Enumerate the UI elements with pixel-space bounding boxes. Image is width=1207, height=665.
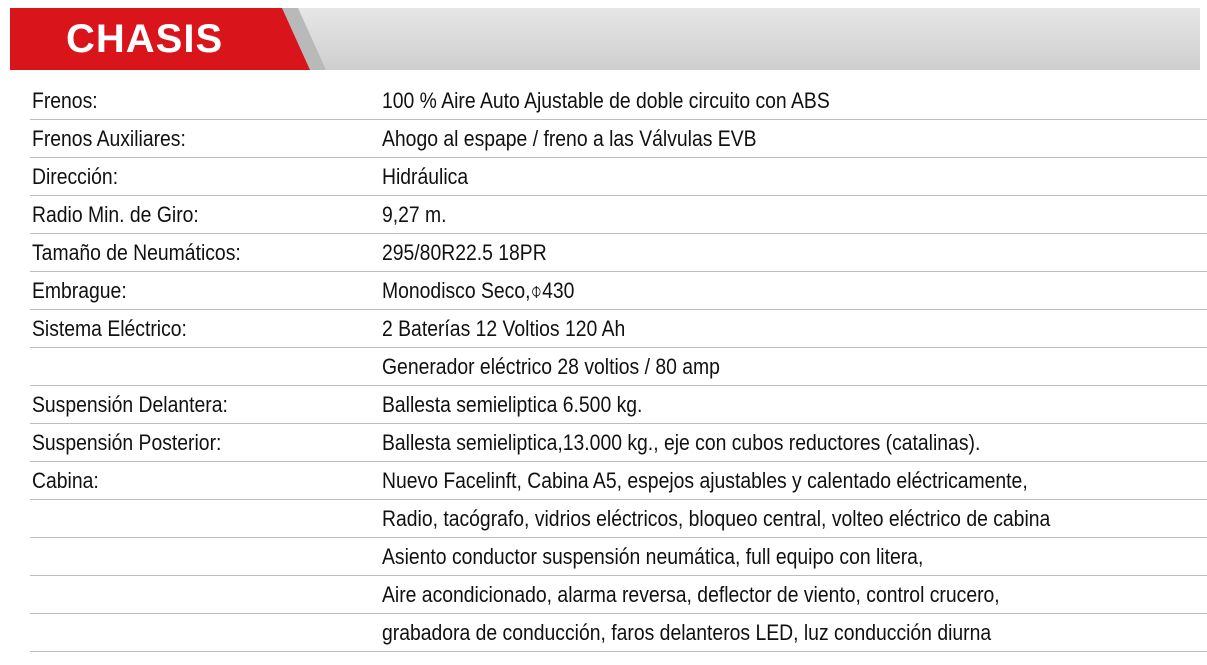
- row-value: Ballesta semieliptica,13.000 kg., eje con cubos reductores (catalinas).: [382, 430, 981, 455]
- section-header: [10, 8, 1200, 70]
- row-value: 9,27 m.: [382, 202, 447, 227]
- row-value: 295/80R22.5 18PR: [382, 240, 547, 265]
- table-row: [30, 272, 1207, 310]
- row-value: Aire acondicionado, alarma reversa, deflector de viento, control crucero,: [382, 582, 1000, 607]
- row-value: Nuevo Facelinft, Cabina A5, espejos ajustables y calentado eléctricamente,: [382, 468, 1028, 493]
- table-row: [30, 386, 1207, 424]
- table-row: [30, 234, 1207, 272]
- row-value: Radio, tacógrafo, vidrios eléctricos, bloqueo central, volteo eléctrico de cabina: [382, 506, 1051, 531]
- row-label: Suspensión Posterior:: [32, 430, 222, 455]
- row-label: Tamaño de Neumáticos:: [32, 240, 241, 265]
- row-value: 100 % Aire Auto Ajustable de doble circuito con ABS: [382, 88, 830, 113]
- table-row: [30, 500, 1207, 538]
- row-label: Embrague:: [32, 278, 127, 303]
- table-row: [30, 310, 1207, 348]
- row-label: Suspensión Delantera:: [32, 392, 228, 417]
- table-row: [30, 348, 1207, 386]
- row-value: Monodisco Seco,⌽430: [382, 278, 575, 303]
- table-row: [30, 576, 1207, 614]
- table-row: [30, 424, 1207, 462]
- row-label: Dirección:: [32, 164, 119, 189]
- table-row: [30, 538, 1207, 576]
- spec-table: [30, 82, 1207, 652]
- row-value: Generador eléctrico 28 voltios / 80 amp: [382, 354, 720, 379]
- row-value: Ballesta semieliptica 6.500 kg.: [382, 392, 643, 417]
- row-value: 2 Baterías 12 Voltios 120 Ah: [382, 316, 626, 341]
- row-label: Frenos:: [32, 88, 98, 113]
- table-row: [30, 120, 1207, 158]
- row-label: Sistema Eléctrico:: [32, 316, 187, 341]
- section-title: CHASIS: [66, 17, 224, 61]
- row-value: grabadora de conducción, faros delanteros LED, luz conducción diurna: [382, 620, 992, 645]
- row-label: Cabina:: [32, 468, 99, 493]
- table-row: [30, 158, 1207, 196]
- row-value: Ahogo al espape / freno a las Válvulas EVB: [382, 126, 757, 151]
- row-value: Asiento conductor suspensión neumática, full equipo con litera,: [382, 544, 924, 569]
- table-row: [30, 614, 1207, 652]
- table-row: [30, 196, 1207, 234]
- row-label: Radio Min. de Giro:: [32, 202, 199, 227]
- table-row: [30, 82, 1207, 120]
- row-value: Hidráulica: [382, 164, 469, 189]
- table-row: [30, 462, 1207, 500]
- row-label: Frenos Auxiliares:: [32, 126, 186, 151]
